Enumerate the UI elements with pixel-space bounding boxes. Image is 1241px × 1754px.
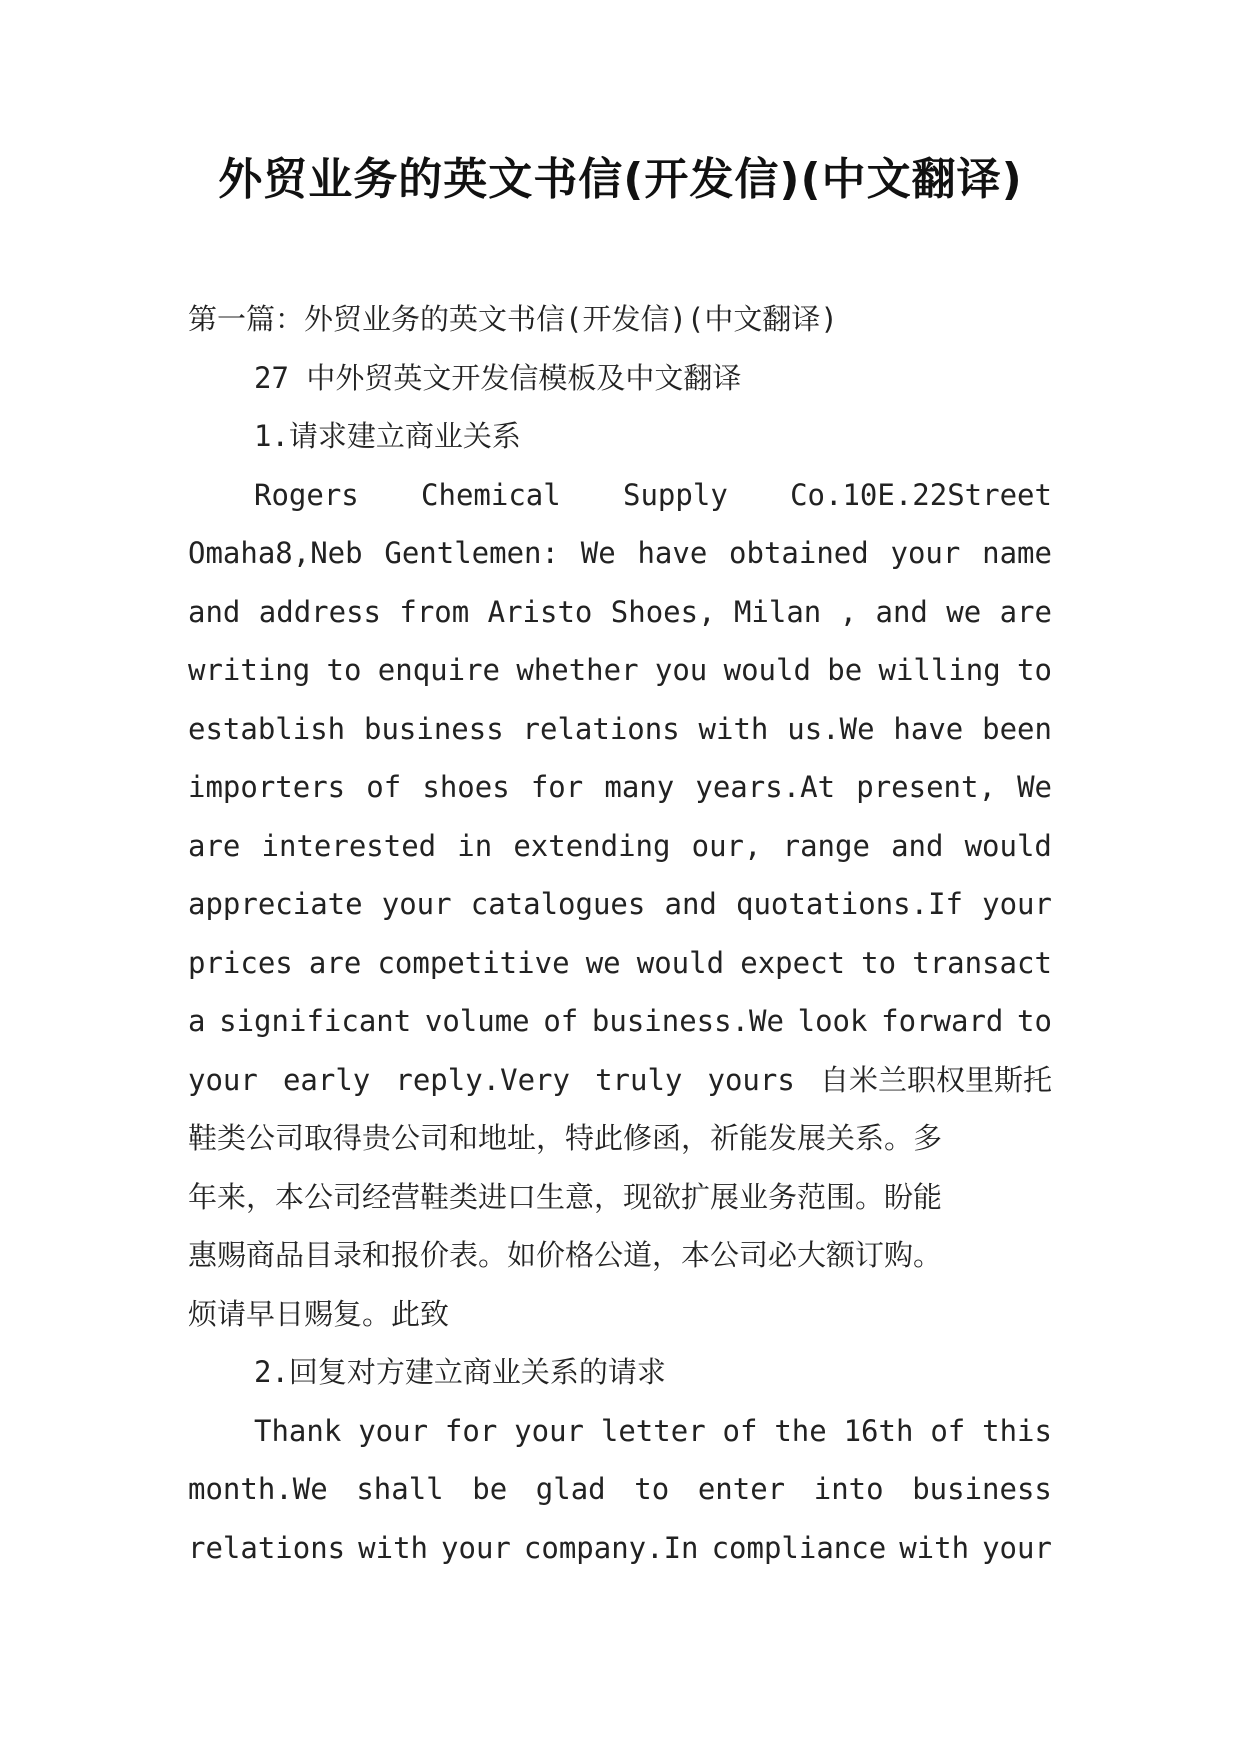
- word: ,: [839, 594, 858, 629]
- word: your: [381, 887, 452, 921]
- word: to: [1017, 653, 1052, 687]
- letter-2: [188, 1402, 1052, 1578]
- translation-1-line: 烦请早日赐复。此致: [188, 1296, 450, 1331]
- word: to: [634, 1472, 670, 1506]
- word: we: [585, 945, 621, 980]
- word: writing: [188, 653, 311, 687]
- word: expect: [740, 945, 845, 980]
- word: relations: [522, 711, 680, 746]
- word: Chemical: [421, 477, 561, 512]
- word: Omaha8,Neb: [188, 536, 363, 570]
- word: quotations.If: [736, 887, 963, 921]
- word: years.At: [695, 770, 836, 804]
- letter-1-line: [188, 641, 1052, 700]
- word: truly: [595, 1062, 683, 1097]
- word: from: [399, 594, 470, 629]
- letter-2-line: [188, 1402, 1052, 1461]
- word: this: [982, 1413, 1052, 1448]
- word: of: [722, 1413, 758, 1448]
- word: Supply: [623, 477, 728, 512]
- word: your: [890, 536, 961, 570]
- word: establish: [188, 711, 346, 746]
- word: of: [543, 1004, 579, 1038]
- letter-1-line: [188, 758, 1052, 817]
- word: with: [698, 711, 769, 746]
- word: obtained: [729, 536, 869, 570]
- template-subheading: 27 中外贸英文开发信模板及中文翻译: [254, 360, 742, 395]
- word: Thank: [254, 1413, 342, 1448]
- word: Aristo: [487, 594, 593, 629]
- word: and: [875, 594, 928, 629]
- word: catalogues: [470, 887, 646, 921]
- word: have: [637, 536, 708, 570]
- word: would: [723, 653, 811, 687]
- word: willing: [878, 653, 1001, 687]
- letter-1-line: [188, 875, 1052, 934]
- word: and: [891, 828, 944, 863]
- word: shoes: [422, 770, 510, 804]
- word: your: [982, 887, 1052, 921]
- word: glad: [535, 1472, 606, 1506]
- word: your: [358, 1413, 429, 1448]
- word: for: [444, 1413, 498, 1448]
- letter-1-line: [188, 934, 1052, 993]
- word: enter: [697, 1472, 786, 1506]
- word: letter: [600, 1413, 706, 1448]
- word: been: [982, 711, 1052, 746]
- letter-1-line: [188, 1051, 1052, 1110]
- word: in: [457, 828, 493, 863]
- word: be: [827, 653, 863, 687]
- word: competitive: [377, 945, 570, 980]
- word: to: [861, 945, 897, 980]
- word: your: [982, 1530, 1052, 1565]
- word: your: [441, 1530, 511, 1565]
- word: have: [893, 711, 964, 746]
- word: relations: [188, 1530, 346, 1565]
- word: Shoes,: [610, 594, 716, 629]
- translation-1-line: 惠赐商品目录和报价表。如价格公道，本公司必大额订购。: [188, 1238, 943, 1272]
- word: early: [282, 1062, 371, 1097]
- word: into: [813, 1472, 884, 1506]
- word: prices: [188, 945, 293, 980]
- word: yours: [707, 1062, 795, 1097]
- word: our,: [691, 828, 762, 863]
- word: look: [797, 1004, 868, 1038]
- word: name: [982, 536, 1052, 570]
- word: Milan: [733, 594, 822, 629]
- word: month.We: [188, 1472, 328, 1506]
- word: enquire: [377, 653, 501, 687]
- letter-1-line: [188, 583, 1052, 642]
- document-title: 外贸业务的英文书信(开发信)(中文翻译): [218, 154, 1023, 205]
- word: compliance: [711, 1530, 887, 1565]
- word: We: [1017, 770, 1052, 804]
- word: business.We: [591, 1004, 784, 1038]
- word: with: [358, 1530, 429, 1565]
- translation-1: [188, 1109, 1052, 1343]
- word: forward: [881, 1004, 1004, 1038]
- letter-1-line: [188, 992, 1052, 1051]
- word: are: [999, 594, 1052, 629]
- word: with: [899, 1530, 970, 1565]
- word: present,: [856, 770, 996, 804]
- letter-2-line: [188, 1519, 1052, 1578]
- word: We: [580, 536, 616, 570]
- word: us.We: [787, 711, 875, 746]
- word: your: [514, 1413, 585, 1448]
- word: for: [530, 770, 584, 804]
- word: shall: [356, 1472, 444, 1506]
- letter-1: [188, 466, 1052, 1110]
- word: Co.10E.22Street: [790, 477, 1052, 512]
- word: of: [930, 1413, 966, 1448]
- word: business: [364, 711, 504, 746]
- section-title-1: 1.请求建立商业关系: [254, 419, 521, 453]
- word: range: [782, 828, 870, 863]
- word: reply.Very: [395, 1062, 570, 1097]
- word: transact: [912, 945, 1052, 980]
- letter-1-line: [188, 700, 1052, 759]
- word: your: [188, 1062, 258, 1097]
- word: and: [664, 887, 717, 921]
- word: we: [946, 594, 982, 629]
- word: to: [326, 653, 362, 687]
- letter-1-line: [188, 524, 1052, 583]
- word: volume: [424, 1004, 530, 1038]
- word: whether: [516, 653, 639, 687]
- word: company.In: [523, 1530, 699, 1565]
- word: and: [188, 594, 241, 629]
- word: of: [366, 770, 402, 804]
- chapter-heading: 第一篇：外贸业务的英文书信(开发信)(中文翻译): [188, 302, 838, 336]
- letter-1-line: [188, 466, 1052, 525]
- word: address: [258, 594, 381, 629]
- word: interested: [261, 828, 437, 863]
- word: Rogers: [254, 477, 359, 512]
- word: the: [774, 1413, 827, 1448]
- letter-2-line: [188, 1460, 1052, 1519]
- word: would: [636, 945, 725, 980]
- letter-1-line: [188, 817, 1052, 876]
- word: 16th: [843, 1413, 914, 1448]
- word: a: [188, 1004, 206, 1038]
- word: 自米兰职权里斯托: [819, 1062, 1052, 1097]
- word: you: [654, 653, 708, 687]
- document-body: [188, 290, 1052, 1577]
- word: would: [964, 828, 1052, 863]
- word: appreciate: [188, 887, 363, 921]
- word: many: [604, 770, 675, 804]
- word: extending: [513, 828, 671, 863]
- word: business: [912, 1472, 1052, 1506]
- word: significant: [219, 1004, 412, 1038]
- word: are: [308, 945, 362, 980]
- translation-1-line: 鞋类公司取得贵公司和地址，特此修函，祈能发展关系。多: [188, 1121, 943, 1155]
- word: to: [1017, 1004, 1052, 1038]
- section-title-2: 2.回复对方建立商业关系的请求: [254, 1355, 666, 1389]
- word: Gentlemen:: [384, 536, 559, 570]
- translation-1-line: 年来，本公司经营鞋类进口生意，现欲扩展业务范围。盼能: [188, 1179, 943, 1214]
- word: are: [188, 828, 241, 863]
- word: be: [472, 1472, 508, 1506]
- word: importers: [188, 770, 346, 804]
